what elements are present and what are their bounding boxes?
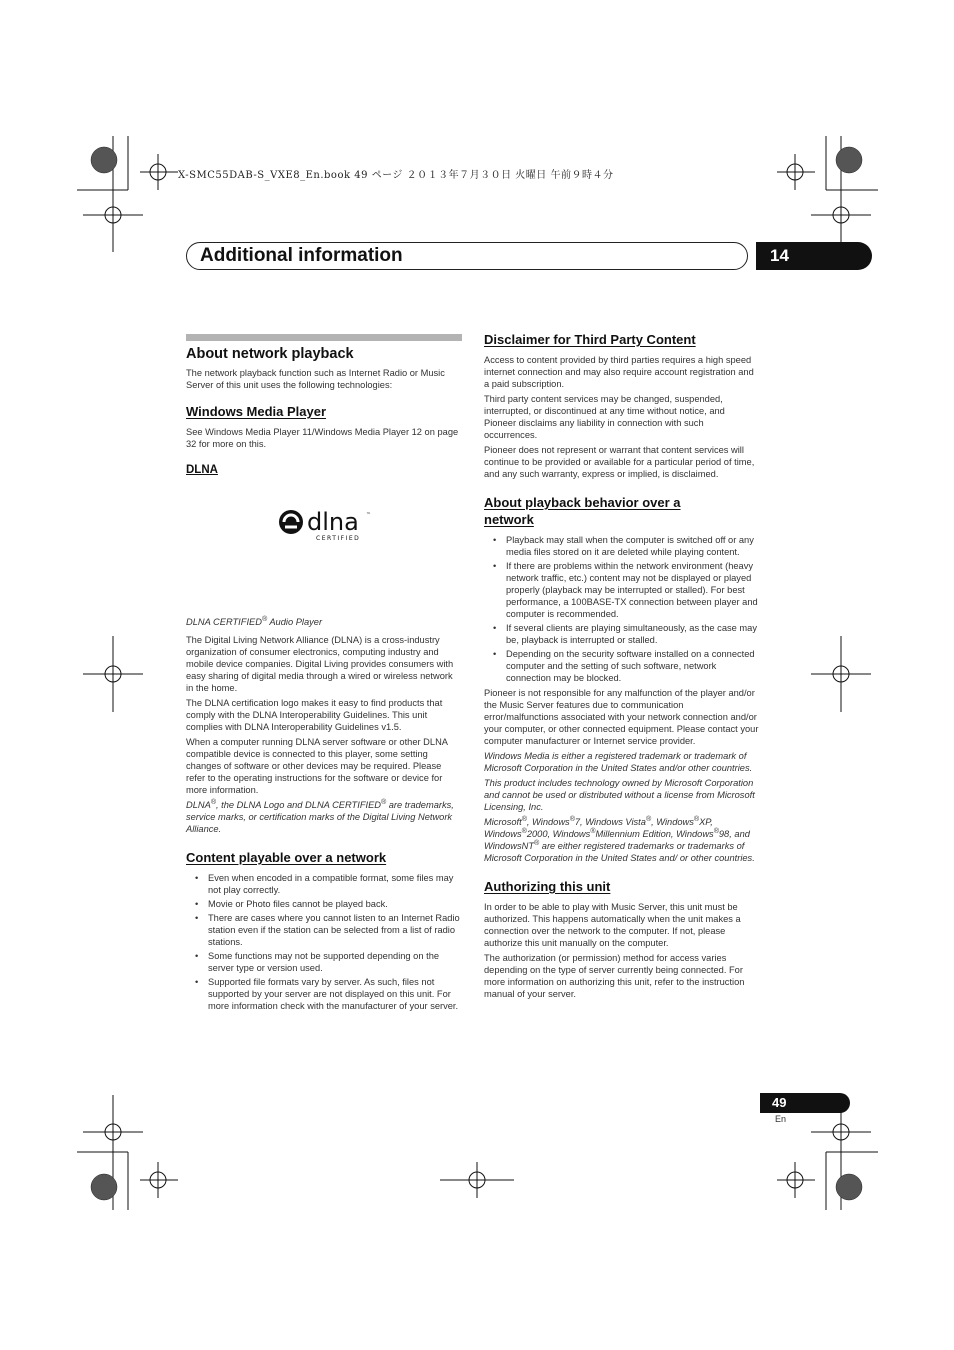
- file-header: X-SMC55DAB-S_VXE8_En.book 49 ページ ２０１３年７月３０日 火曜日 午前９時４分: [178, 170, 614, 181]
- list-item: • Even when encoded in a compatible format, some files may not play correctly.: [208, 872, 462, 896]
- dlna-logo: [186, 506, 462, 576]
- disclaimer-paragraph-2: Third party content services may be changed, suspended, interrupted, or discontinued at any time without notice, and Pioneer disclaims any liability in connection with such occurrences.: [484, 394, 725, 440]
- list-item: • If several clients are playing simultaneously, as the case may be, playback is interrupted or stalled.: [506, 622, 759, 646]
- content-heading: Content playable over a network: [186, 850, 387, 865]
- dlna-paragraph-2: The DLNA certification logo makes it easy to find products that comply with the DLNA Interoperability Guidelines. This unit complies with DLNA Interoperability Guidelines v1.5.: [186, 698, 443, 732]
- wmp-text: See Windows Media Player 11/Windows Media Player 12 on page 32 for more on this.: [186, 427, 459, 449]
- dlna-logo-tm: ™: [366, 512, 371, 518]
- windows-media-trademark: Windows Media is either a registered trademark or trademark of Microsoft Corporation in the United States and/or other countries.: [484, 751, 753, 773]
- list-item: • If there are problems within the network environment (heavy network traffic, etc.) content may not be displayed or played properly (playback may be interrupted or stalled). For best performance, a 100BASE-TX connection between player and computer is recommended.: [506, 560, 759, 620]
- chapter-title: Additional information: [200, 245, 403, 266]
- dlna-trademark-note: DLNA®, the DLNA Logo and DLNA CERTIFIED® are trademarks, service marks, or certification marks of the Digital Living Network Alliance.: [186, 798, 454, 834]
- disclaimer-paragraph-1: Access to content provided by third parties requires a high speed internet connection and may also require account registration and a paid subscription.: [484, 355, 754, 389]
- disclaimer-paragraph-3: Pioneer does not represent or warrant that content services will continue to be provided or available for a particular period of time, and any such warranty, express or implied, is disclaimed.: [484, 445, 755, 479]
- right-column: [484, 331, 759, 1003]
- dlna-logo-word: dlna: [307, 508, 359, 536]
- content-list: [186, 872, 462, 1012]
- wmp-heading: Windows Media Player: [186, 404, 327, 419]
- list-item: • Movie or Photo files cannot be played back.: [208, 898, 462, 910]
- behavior-paragraph-1: Pioneer is not responsible for any malfunction of the player and/or the Music Server features due to communication error/malfunctions associated with your network connection and/or your computer, or other connected equipment. Please contact your computer manufacturer or Internet service provider.: [484, 688, 759, 746]
- intro-text: The network playback function such as Internet Radio or Music Server of this unit uses the following technologies:: [186, 368, 445, 390]
- list-item: • Depending on the security software installed on a connected computer and the setting of such software, network connection may be blocked.: [506, 648, 759, 684]
- authorizing-paragraph-1: In order to be able to play with Music Server, this unit must be authorized. This happens automatically when the unit makes a connection over the network to the computer. If not, please authorize this unit manually on the computer.: [484, 902, 741, 948]
- left-column: [186, 334, 462, 1015]
- list-item: • Supported file formats vary by server. As such, files not supported by your server are not displayed on this unit. For more information check with the manufacturer of your server.: [208, 976, 462, 1012]
- authorizing-heading: Authorizing this unit: [484, 879, 611, 894]
- chapter-header: [186, 242, 748, 270]
- section-title: About network playback: [186, 346, 354, 362]
- list-item: • There are cases where you cannot listen to an Internet Radio station even if the station can be selected from a list of radio stations.: [208, 912, 462, 948]
- dlna-logo-sub: CERTIFIED: [316, 535, 361, 542]
- disclaimer-heading: Disclaimer for Third Party Content: [484, 332, 696, 347]
- microsoft-trademark-note: Microsoft®, Windows®7, Windows Vista®, Windows®XP, Windows®2000, Windows®Millennium Edition, Windows®98, and WindowsNT® are either registered trademarks or trademarks of Microsoft Corporation in the United States and/ or other countries.: [484, 815, 755, 863]
- authorizing-paragraph-2: The authorization (or permission) method for access varies depending on the type of server currently being connected. For more information on authorizing this unit, refer to the instruction manual of your server.: [484, 953, 745, 999]
- list-item: • Playback may stall when the computer is switched off or any media files stored on it are deleted while playing content.: [506, 534, 759, 558]
- dlna-caption: DLNA CERTIFIED® Audio Player: [186, 615, 323, 627]
- list-item: • Some functions may not be supported depending on the server type or version used.: [208, 950, 462, 974]
- behavior-heading: About playback behavior over a network: [484, 495, 681, 527]
- dlna-paragraph-3: When a computer running DLNA server software or other DLNA compatible device is connected to this player, some setting changes of software or other devices may be required. Please refer to the operating instructions for the software or device for more information.: [186, 737, 448, 795]
- behavior-list: [484, 534, 759, 684]
- chapter-number: 14: [756, 242, 872, 270]
- page-number: 49: [760, 1093, 850, 1113]
- microsoft-license-note: This product includes technology owned by Microsoft Corporation and cannot be used or distributed without a license from Microsoft Licensing, Inc.: [484, 778, 755, 812]
- section-divider: [186, 334, 462, 341]
- dlna-heading: DLNA: [186, 464, 218, 476]
- dlna-paragraph-1: The Digital Living Network Alliance (DLNA) is a cross-industry organization of consumer electronics, computing industry and mobile device companies. Digital Living provides consumers with easy sharing of digital media through a wired or wireless network in the home.: [186, 635, 454, 693]
- page-language: En: [775, 1114, 787, 1124]
